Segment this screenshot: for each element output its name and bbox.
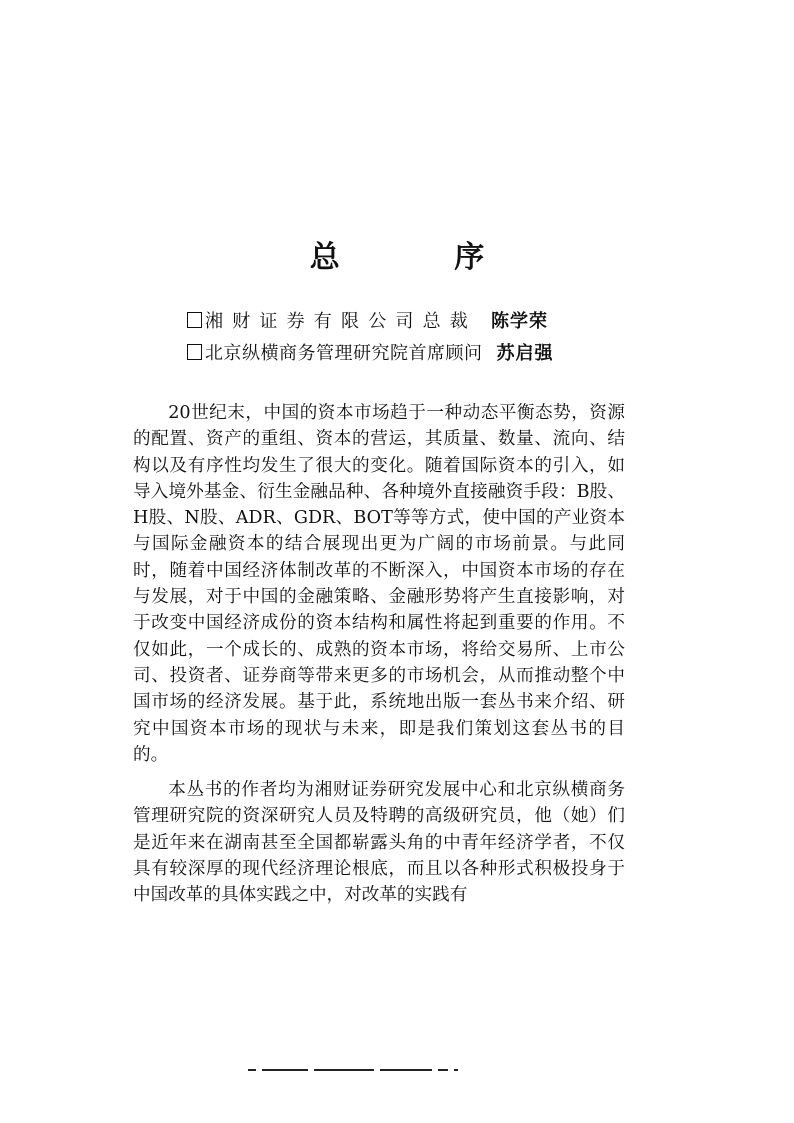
author-name: 陈学荣 xyxy=(491,311,548,332)
divider-segment xyxy=(248,1069,256,1071)
author-organization: 湘财证券有限公司总裁 xyxy=(205,311,477,332)
author-line xyxy=(187,305,587,335)
divider-segment xyxy=(438,1069,448,1071)
body-text xyxy=(133,400,625,918)
author-name: 苏启强 xyxy=(496,343,554,364)
divider-segment xyxy=(314,1069,374,1071)
author-block xyxy=(187,305,587,367)
author-organization: 北京纵横商务管理研究院首席顾问 xyxy=(205,343,483,364)
divider-segment xyxy=(454,1069,458,1071)
paragraph: 20世纪末，中国的资本市场趋于一种动态平衡态势，资源的配置、资产的重组、资本的营运，其质量、数量、流向、结构以及有序性均发生了很大的变化。随着国际资本的引入，如导入境外基金、衍生金融品种、各种境外直接融资手段：B股、H股、N股、ADR、GDR、BOT等等方式，使中国的产业资本与国际金融资本的结合展现出更为广阔的市场前景。与此同时，随着中国经济体制改革的不断深入，中国资本市场的存在与发展，对于中国的金融策略、金融形势将产生直接影响，对于改变中国经济成份的资本结构和属性将起到重要的作用。不仅如此，一个成长的、成熟的资本市场，将给交易所、上市公司、投资者、证券商等带来更多的市场机会，从而推动整个中国市场的经济发展。基于此，系统地出版一套丛书来介绍、研究中国资本市场的现状与未来，即是我们策划这套丛书的目的。 xyxy=(133,403,625,765)
paragraph: 本丛书的作者均为湘财证券研究发展中心和北京纵横商务管理研究院的资深研究人员及特聘的高级研究员，他（她）们是近年来在湖南甚至全国都崭露头角的中青年经济学者，不仅具有较深厚的现代经济理论根底，而且以各种形式积极投身于中国改革的具体实践之中，对改革的实践有 xyxy=(133,780,625,906)
divider-segment xyxy=(262,1069,308,1071)
page-title: 总 序 xyxy=(309,240,537,275)
author-line xyxy=(187,337,587,367)
divider-segment xyxy=(380,1069,432,1071)
footer-divider xyxy=(248,1068,518,1071)
checkbox-square-icon xyxy=(187,344,202,360)
checkbox-square-icon xyxy=(187,312,202,328)
